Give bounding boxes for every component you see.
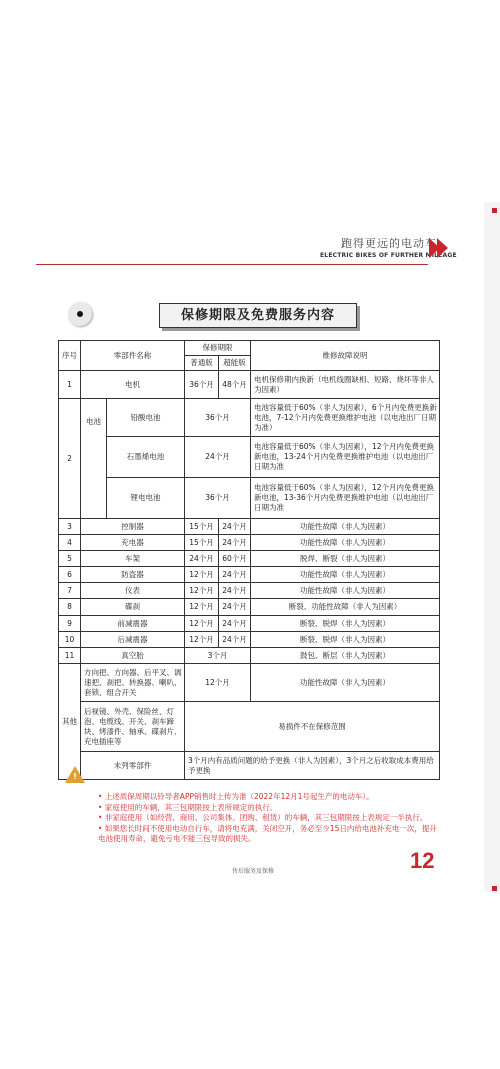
row-no: 9 bbox=[59, 616, 81, 632]
row-normal: 12个月 bbox=[185, 632, 219, 648]
table-row bbox=[59, 616, 440, 632]
page-number: 12 bbox=[410, 848, 435, 873]
table-row bbox=[59, 599, 440, 616]
page-edge bbox=[484, 202, 500, 892]
row-part: 方向把、方向器、后平叉、调速把、刹把、转换器、喇叭、套锁、组合开关 bbox=[81, 664, 185, 702]
row-super: 60个月 bbox=[219, 551, 251, 567]
row-no: 5 bbox=[59, 551, 81, 567]
row-part: 控制器 bbox=[81, 519, 185, 535]
row-no: 8 bbox=[59, 599, 81, 616]
row-desc: 电机保修期内换新（电机线圈缺相、短路、烧坏等非人为因素） bbox=[251, 371, 440, 399]
row-part: 仪表 bbox=[81, 583, 185, 599]
row-part: 真空胎 bbox=[81, 648, 185, 664]
row-no: 11 bbox=[59, 648, 81, 664]
row-period: 36个月 bbox=[185, 399, 251, 437]
row-period: 36个月 bbox=[185, 478, 251, 519]
row-part: 车架 bbox=[81, 551, 185, 567]
note-item: • 非家庭使用（如经营、商用、公司集体、团购、租赁）的车辆，其三包期限按上表规定一半执行。 bbox=[98, 813, 428, 822]
warranty-table bbox=[58, 340, 440, 780]
header-desc: 维修故障说明 bbox=[251, 341, 440, 371]
table-row bbox=[59, 437, 440, 478]
table-header-row bbox=[59, 341, 440, 356]
row-super: 24个月 bbox=[219, 567, 251, 583]
row-part: 防盗器 bbox=[81, 567, 185, 583]
table-row bbox=[59, 551, 440, 567]
table-row bbox=[59, 535, 440, 551]
other-group-label: 其他 bbox=[59, 664, 81, 780]
table-row bbox=[59, 632, 440, 648]
table-row bbox=[59, 702, 440, 752]
table-row bbox=[59, 371, 440, 399]
row-part: 后视镜、外壳、保险丝、灯泡、电缆线、开关、刹车蹄块、烤漆件、轴承、碟刹片、充电插座等 bbox=[81, 702, 185, 752]
battery-group-label: 电池 bbox=[81, 399, 107, 519]
row-no: 10 bbox=[59, 632, 81, 648]
row-super: 24个月 bbox=[219, 583, 251, 599]
row-desc: 功能性故障（非人为因素） bbox=[251, 535, 440, 551]
table-row bbox=[59, 399, 440, 437]
note-item: • 如果您长时间不使用电动自行车，请将电充满，关闭空开，务必至少15日内给电池补充电一次，提升电池使用寿命，避免亏电不能三包导致的损失。 bbox=[98, 823, 437, 843]
row-desc: 断裂、脱焊（非人为因素） bbox=[251, 632, 440, 648]
row-super: 48个月 bbox=[219, 371, 251, 399]
row-period: 3个月 bbox=[185, 648, 251, 664]
row-desc: 断裂、脱焊（非人为因素） bbox=[251, 616, 440, 632]
row-no: 6 bbox=[59, 567, 81, 583]
table-row bbox=[59, 567, 440, 583]
header-divider bbox=[36, 264, 428, 265]
header-part: 零部件名称 bbox=[81, 341, 185, 371]
row-normal: 15个月 bbox=[185, 535, 219, 551]
row-period: 12个月 bbox=[185, 664, 251, 702]
bullet-icon bbox=[68, 302, 92, 326]
edge-mark bbox=[492, 208, 497, 213]
row-part: 未列零部件 bbox=[81, 752, 185, 780]
row-desc: 电池容量低于60%（非人为因素），12个月内免费更换新电池，13-36个月内免费更换维护电池（以电池出厂日期为准 bbox=[251, 478, 440, 519]
note-item: • 上述质保周期以铃导者APP销售时上传为准（2022年12月1号起生产的电动车）。 bbox=[98, 792, 374, 801]
row-desc: 易损件不在保修范围 bbox=[185, 702, 440, 752]
header-slogan-cn: 跑得更远的电动车 bbox=[341, 237, 437, 250]
row-part: 后减震器 bbox=[81, 632, 185, 648]
table-row bbox=[59, 478, 440, 519]
notes-list bbox=[98, 792, 443, 845]
row-part: 碟刹 bbox=[81, 599, 185, 616]
row-part: 前减震器 bbox=[81, 616, 185, 632]
warning-mark: ! bbox=[73, 772, 77, 781]
row-super: 24个月 bbox=[219, 599, 251, 616]
page-footer: 售后服务及保修 bbox=[232, 868, 275, 875]
row-period: 24个月 bbox=[185, 437, 251, 478]
row-desc: 断裂、功能性故障（非人为因素） bbox=[251, 599, 440, 616]
row-desc: 功能性故障（非人为因素） bbox=[251, 583, 440, 599]
row-desc: 鼓包、断层（非人为因素） bbox=[251, 648, 440, 664]
header-no: 序号 bbox=[59, 341, 81, 371]
page-title: 保修期限及免费服务内容 bbox=[159, 303, 357, 328]
row-normal: 36个月 bbox=[185, 371, 219, 399]
row-no: 3 bbox=[59, 519, 81, 535]
note-item: • 家庭使用的车辆，其三包期限按上表所规定的执行。 bbox=[98, 802, 278, 812]
row-normal: 15个月 bbox=[185, 519, 219, 535]
row-part: 充电器 bbox=[81, 535, 185, 551]
table-row bbox=[59, 664, 440, 702]
row-desc: 3个月内有品质问题的给予更换（非人为因素），3个月之后收取成本费用给予更换 bbox=[185, 752, 440, 780]
header-normal: 普通版 bbox=[185, 356, 219, 371]
row-super: 24个月 bbox=[219, 535, 251, 551]
table-row bbox=[59, 519, 440, 535]
row-super: 24个月 bbox=[219, 519, 251, 535]
row-normal: 12个月 bbox=[185, 583, 219, 599]
row-super: 24个月 bbox=[219, 616, 251, 632]
row-part: 铅酸电池 bbox=[107, 399, 185, 437]
row-super: 24个月 bbox=[219, 632, 251, 648]
table-row bbox=[59, 648, 440, 664]
row-normal: 12个月 bbox=[185, 567, 219, 583]
edge-mark bbox=[492, 886, 497, 891]
row-desc: 功能性故障（非人为因素） bbox=[251, 519, 440, 535]
row-no: 4 bbox=[59, 535, 81, 551]
row-part: 石墨烯电池 bbox=[107, 437, 185, 478]
row-desc: 电池容量低于60%（非人为因素），12个月内免费更换新电池，13-24个月内免费更换维护电池（以电池出厂日期为准 bbox=[251, 437, 440, 478]
header-slogan-en: ELECTRIC BIKES OF FURTHER MILEAGE bbox=[320, 252, 457, 259]
row-desc: 脱焊、断裂（非人为因素） bbox=[251, 551, 440, 567]
header-super: 超能版 bbox=[219, 356, 251, 371]
row-normal: 12个月 bbox=[185, 616, 219, 632]
row-no: 7 bbox=[59, 583, 81, 599]
row-desc: 功能性故障（非人为因素） bbox=[251, 567, 440, 583]
row-no: 2 bbox=[59, 399, 81, 519]
row-no: 1 bbox=[59, 371, 81, 399]
row-part: 锂电电池 bbox=[107, 478, 185, 519]
row-desc: 电池容量低于60%（非人为因素），6个月内免费更换新电池，7-12个月内免费更换维护电池（以电池出厂日期为准） bbox=[251, 399, 440, 437]
row-desc: 功能性故障（非人为因素） bbox=[251, 664, 440, 702]
row-normal: 24个月 bbox=[185, 551, 219, 567]
row-part: 电机 bbox=[81, 371, 185, 399]
header-period: 保修期限 bbox=[185, 341, 251, 356]
row-normal: 12个月 bbox=[185, 599, 219, 616]
table-row bbox=[59, 752, 440, 780]
table-row bbox=[59, 583, 440, 599]
